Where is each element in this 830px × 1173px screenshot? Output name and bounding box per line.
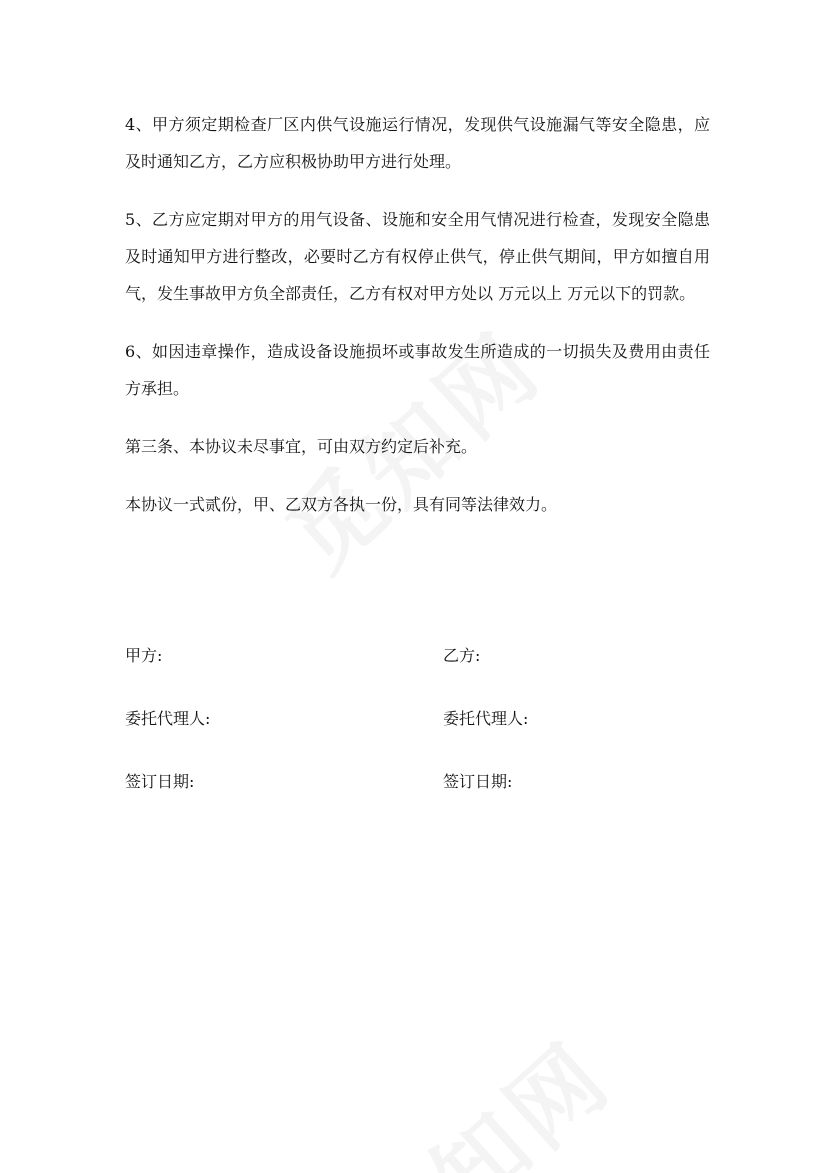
date-a-label: 签订日期: — [125, 772, 195, 791]
clause-4-paragraph: 4、甲方须定期检查厂区内供气设施运行情况，发现供气设施漏气等安全隐患，应及时通知乙方，乙方应积极协助甲方进行处理。 — [125, 115, 710, 171]
clause-5-paragraph: 5、乙方应定期对甲方的用气设备、设施和安全用气情况进行检查，发现安全隐患及时通知甲方进行整改，必要时乙方有权停止供气，停止供气期间，甲方如擅自用气，发生事故甲方负全部责任，乙方有权对甲方处以 万元以上 万元以下的罚款。 — [125, 210, 710, 303]
date-b-label: 签订日期: — [443, 772, 513, 791]
watermark — [324, 1007, 635, 1173]
party-b-label: 乙方: — [443, 646, 481, 665]
party-a-label: 甲方: — [125, 646, 163, 665]
agent-b-label: 委托代理人: — [443, 709, 529, 728]
clause-6-paragraph: 6、如因违章操作，造成设备设施损坏或事故发生所造成的一切损失及费用由责任方承担。 — [125, 342, 710, 398]
signature-block — [125, 640, 710, 829]
article-3-paragraph: 第三条、本协议未尽事宜，可由双方约定后补充。 — [125, 437, 478, 456]
signature-row-agent — [125, 703, 710, 766]
document-body — [125, 106, 710, 544]
signature-row-party — [125, 640, 710, 703]
signature-row-date — [125, 766, 710, 829]
copies-paragraph: 本协议一式贰份，甲、乙双方各执一份，具有同等法律效力。 — [125, 495, 558, 514]
agent-a-label: 委托代理人: — [125, 709, 211, 728]
